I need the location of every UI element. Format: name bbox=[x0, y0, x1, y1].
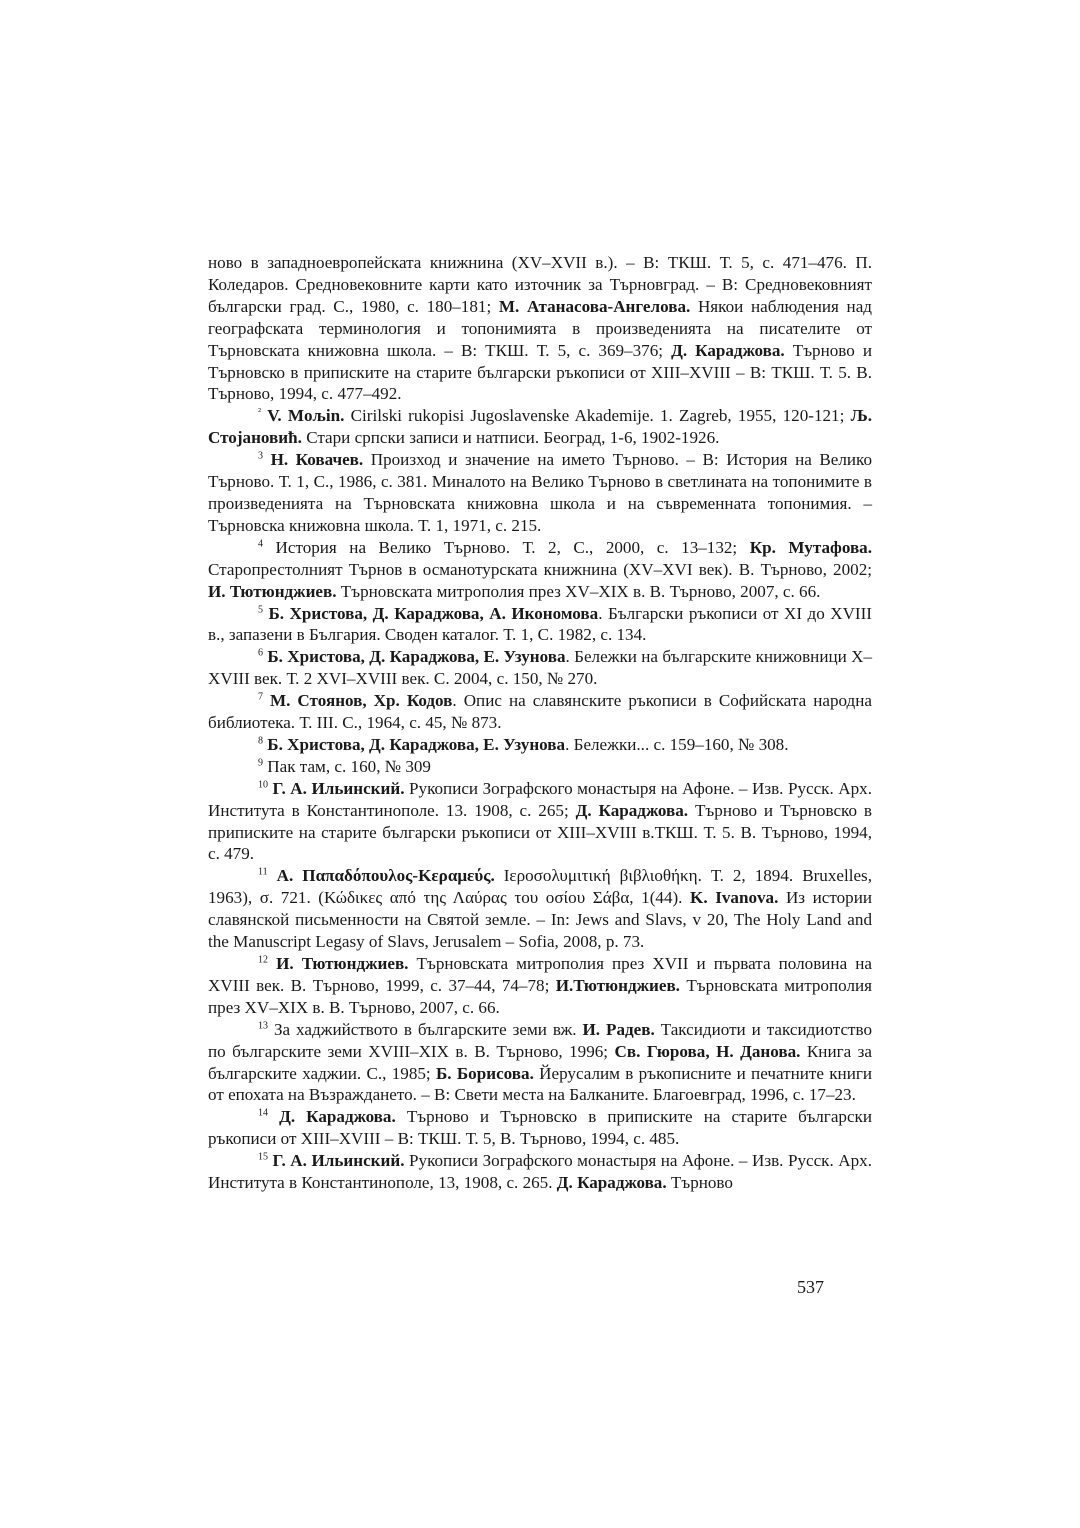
author-name: И. Тютюнджиев. bbox=[276, 954, 409, 973]
text-segment: . Бележки на българските книжовници X–XVIII век. Т. 2 XVI–XVIII век. С. 2004, с. 150, № 270. bbox=[208, 647, 872, 689]
footnote-number: 12 bbox=[258, 954, 268, 966]
footnote bbox=[208, 1019, 872, 1107]
text-segment: За хаджийството в българските земи вж. bbox=[273, 1019, 583, 1039]
author-name: Г. А. Ильинский. bbox=[272, 778, 405, 798]
author-name: И. Радев. bbox=[582, 1019, 655, 1039]
footnote-number: 5 bbox=[258, 603, 263, 615]
text-segment: Рукописи Зографского монастыря на Афоне. – Изв. Русск. Арх. Института в Константинополе, 13, 1908, с. 265. bbox=[208, 1151, 872, 1193]
text-segment: Таксидиоти и таксидиотство по българските земи XVIII–XIX в. В. Търново, 1996; bbox=[208, 1019, 872, 1061]
author-name: Св. Гюрова, Н. Данова. bbox=[614, 1041, 801, 1061]
footnote bbox=[208, 690, 872, 734]
footnote bbox=[208, 537, 872, 603]
text-segment: Стари српски записи и натписи. Београд, 1-6, 1902-1926. bbox=[301, 428, 720, 448]
text-segment: Търновската митрополия през XVII и първата половина на XVIII век. В. Търново, 1999, с. 37–44, 74–78; bbox=[208, 954, 872, 995]
author-name: И. Тютюнджиев. bbox=[208, 581, 337, 601]
footnote bbox=[208, 756, 872, 778]
footnote-number: 14 bbox=[258, 1107, 268, 1119]
text-segment: . Бележки... с. 159–160, № 308. bbox=[565, 734, 789, 754]
author-name: И.Тютюнджиев. bbox=[555, 975, 680, 995]
text-segment: Старопрестолният Търнов в османотурската книжнина (XV–XVI век). В. Търново, 2002; bbox=[208, 559, 872, 579]
author-name: А. Παπαδόπουλος-Κεραμεύς. bbox=[276, 866, 495, 886]
footnote-number: 11 bbox=[258, 866, 268, 878]
footnote-number: 9 bbox=[258, 757, 263, 769]
text-segment: Ιεροσολυμιτική βιβλιοθήκη. Т. 2, 1894. Bruxelles, 1963), σ. 721. (Κώδικες από της Λαύρας του οσίου Σάβα, 1(44). bbox=[208, 866, 872, 908]
footnote-number: 6 bbox=[258, 647, 263, 659]
author-name: Љ. Стојановић. bbox=[208, 406, 872, 448]
text-segment: Cirilski rukopisi Jugoslavenske Akademije. 1. Zagreb, 1955, 120-121; bbox=[344, 406, 851, 426]
author-name: Кр. Мутафова. bbox=[749, 537, 872, 557]
text-segment: Търново bbox=[666, 1173, 733, 1193]
text-segment: История на Велико Търново. Т. 2, С., 2000, с. 13–132; bbox=[275, 537, 750, 557]
footnote-number: 15 bbox=[258, 1151, 268, 1163]
author-name: М. Стоянов, Хр. Кодов bbox=[270, 691, 453, 711]
footnote-number: 8 bbox=[258, 735, 263, 747]
intro-paragraph bbox=[208, 252, 872, 405]
author-name: Д. Караджова. bbox=[279, 1107, 396, 1127]
text-segment: . Български ръкописи от XI до XVIII в., запазени в България. Своден каталог. Т. 1, С. 1982, с. 134. bbox=[208, 603, 872, 645]
author-name: Б. Христова, Д. Караджова, А. Икономова bbox=[268, 603, 599, 623]
text-segment: Търново и Търновско в приписките на старите български ръкописи от XIII–XVIII – В: ТКШ. Т. 5. В. Търново, 1994, с. 477–492. bbox=[208, 340, 872, 404]
text-segment: Търновската митрополия през XV–XIX в. В. Търново, 2007, с. 66. bbox=[336, 581, 821, 601]
footnote bbox=[208, 1150, 872, 1194]
footnote bbox=[208, 603, 872, 647]
footnote bbox=[208, 449, 872, 537]
text-segment: . Опис на славянските ръкописи в Софийската народна библиотека. Т. III. С., 1964, с. 45, № 873. bbox=[208, 691, 872, 733]
author-name: Б. Христова, Д. Караджова, Е. Узунова bbox=[267, 734, 566, 754]
author-name: Д. Караджова. bbox=[671, 340, 785, 360]
author-name: V. Moљin. bbox=[267, 406, 345, 426]
footnote bbox=[208, 646, 872, 690]
text-segment: Търновската митрополия през XV–XIX в. В. Търново, 2007, с. 66. bbox=[208, 975, 872, 1017]
author-name: Д. Караджова. bbox=[556, 1173, 667, 1193]
footnotes-list bbox=[208, 405, 872, 1194]
text-segment: Из истории славянской письменности на Святой земле. – In: Jews and Slavs, v 20, The Holy Land and the Manuscript Legasy of Slavs, Jerusalem – Sofia, 2008, p. 73. bbox=[208, 888, 873, 952]
footnote bbox=[208, 865, 872, 953]
text-segment: Някои наблюдения над географската терминология и топонимията в произведенията на писателите от Търновската книжовна школа. – В: ТКШ. Т. 5, с. 369–376; bbox=[208, 296, 872, 360]
text-segment: Пак там, с. 160, № 309 bbox=[267, 756, 431, 776]
author-name: K. Ivanova. bbox=[690, 888, 779, 908]
text-segment: ново в западноевропейската книжнина (XV–XVII в.). – В: ТКШ. Т. 5, с. 471–476. П. Коледаров. Средновековните карти като източник за Търновград. – В: Средновековният български град. С., 1980, с. 180–181; bbox=[208, 253, 872, 316]
text-segment: Книга за българските хаджии. С., 1985; bbox=[208, 1041, 872, 1083]
text-segment: Търново и Търновско в приписките на старите български ръкописи от XIII–XVIII – В: ТКШ. Т. 5, В. Търново, 1994, с. 485. bbox=[208, 1107, 872, 1149]
text-segment: Йерусалим в ръкописните и печатните книги от епохата на Възраждането. – В: Свети места на Балканите. Благоевград, 1996, с. 17–23. bbox=[208, 1063, 872, 1105]
text-segment: Рукописи Зографского монастыря на Афоне. – Изв. Русск. Арх. Института в Константинополе. 13. 1908, с. 265; bbox=[208, 778, 872, 820]
text-segment: Търново и Търновско в приписките на старите български ръкописи от XIII–XVIII в.ТКШ. Т. 5. В. Търново, 1994, с. 479. bbox=[208, 800, 872, 864]
author-name: Б. Борисова. bbox=[436, 1063, 534, 1083]
author-name: Д. Караджова. bbox=[575, 800, 689, 820]
author-name: Н. Ковачев. bbox=[270, 450, 364, 470]
footnote bbox=[208, 953, 872, 1019]
footnote-number: 3 bbox=[258, 450, 263, 462]
footnote-number: 10 bbox=[258, 779, 268, 791]
footnote-number: 7 bbox=[258, 691, 263, 703]
footnote-number: ² bbox=[258, 406, 261, 418]
footnote-number: 13 bbox=[258, 1020, 268, 1032]
footnote bbox=[208, 405, 872, 449]
author-name: Г. А. Ильинский. bbox=[272, 1151, 405, 1171]
author-name: М. Атанасова-Ангелова. bbox=[498, 296, 691, 316]
footnote bbox=[208, 778, 872, 866]
text-segment: Произход и значение на името Търново. – В: История на Велико Търново. Т. 1, С., 1986, с. 381. Миналото на Велико Търново в светлината на топонимите в произведенията на Търновската книжовна школа и на съвременната топонимия. – Търновска книжовна школа. Т. 1, 1971, с. 215. bbox=[208, 450, 873, 535]
footnote bbox=[208, 734, 872, 756]
author-name: Б. Христова, Д. Караджова, Е. Узунова bbox=[267, 647, 566, 667]
page-body bbox=[208, 252, 872, 1194]
footnote-number: 4 bbox=[258, 538, 263, 550]
page-number: 537 bbox=[797, 1277, 824, 1297]
footnote bbox=[208, 1106, 872, 1150]
